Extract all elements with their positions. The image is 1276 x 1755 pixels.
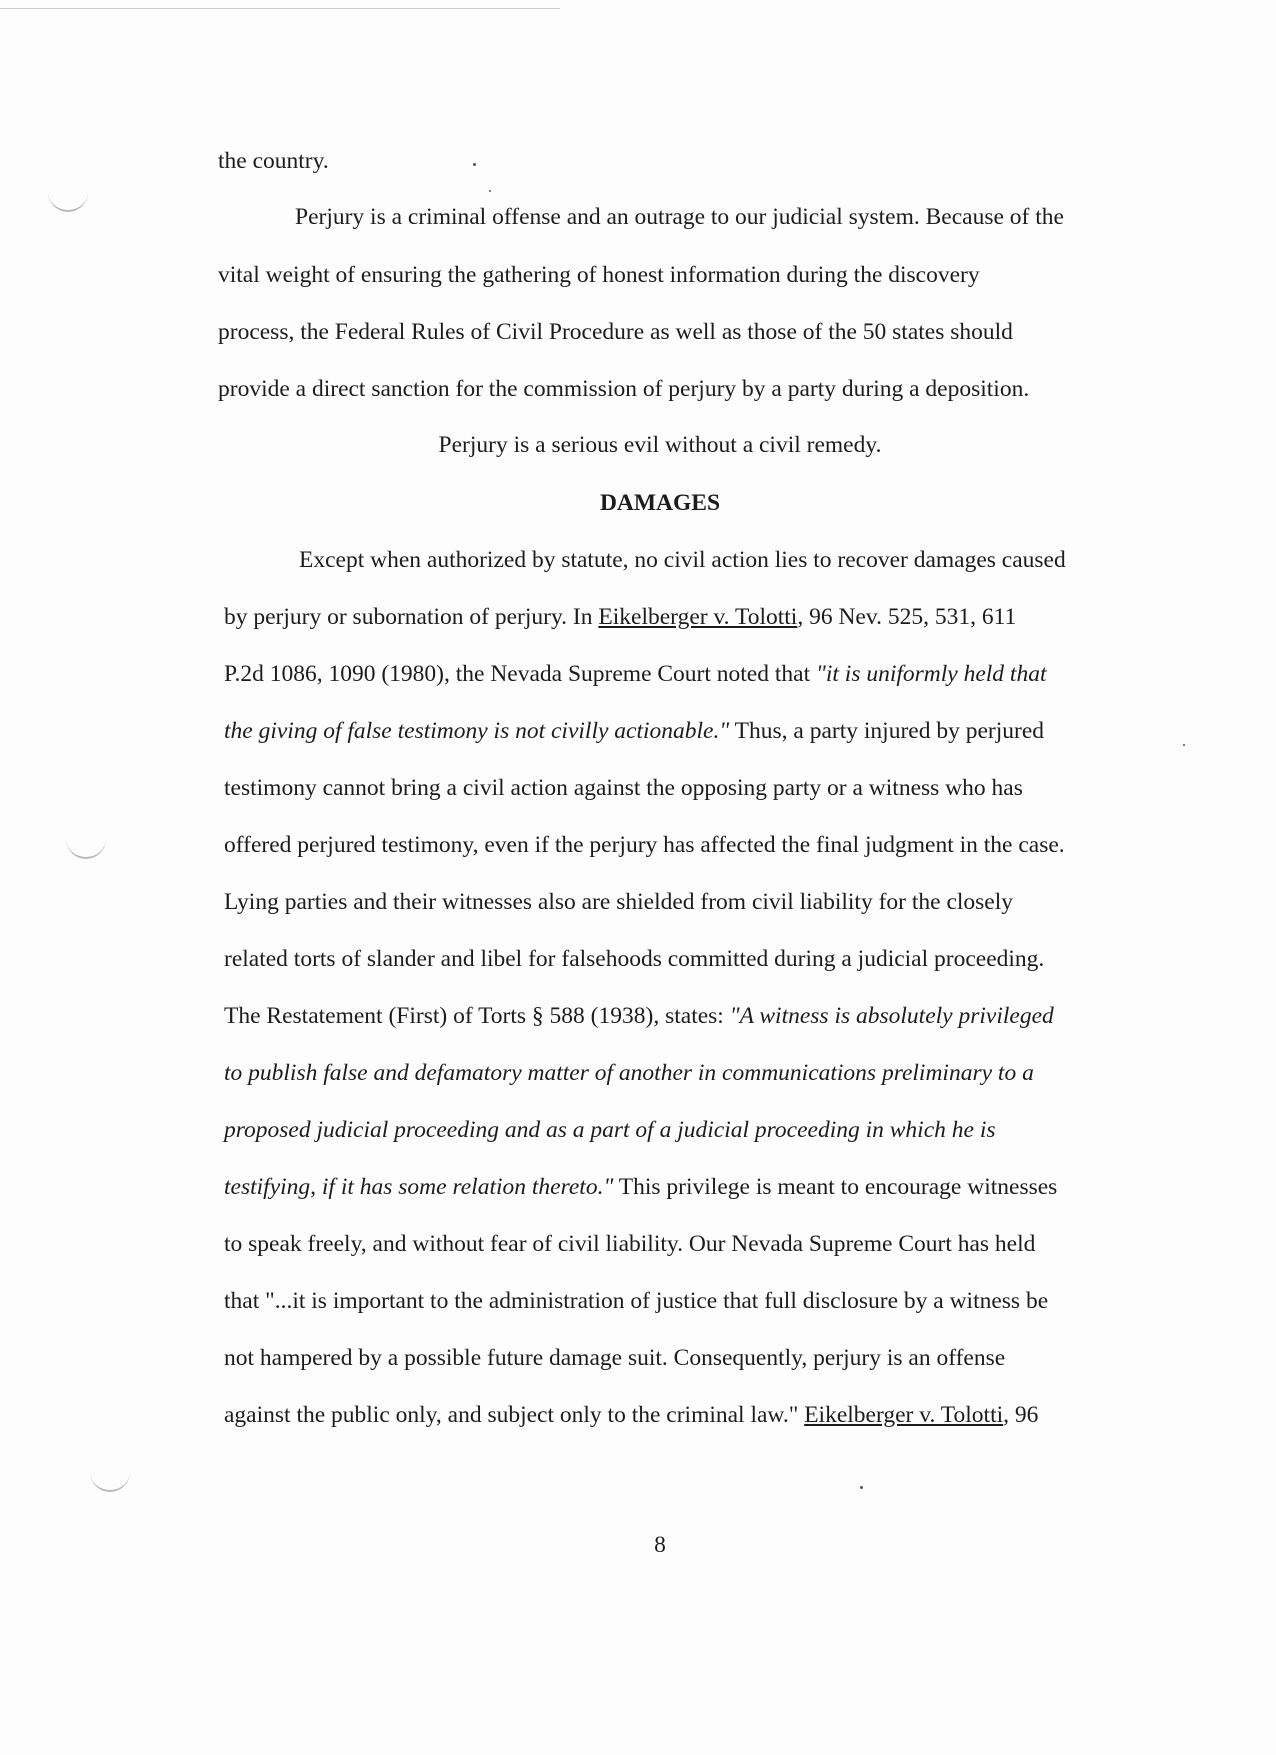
body-line: to speak freely, and without fear of civil liability. Our Nevada Supreme Court has held: [224, 1231, 1036, 1257]
text-segment: , 96: [1003, 1402, 1039, 1428]
case-citation: Eikelberger v. Tolotti: [804, 1402, 1004, 1428]
text-segment: Thus, a party injured by perjured: [729, 718, 1045, 744]
body-line: the country.: [218, 148, 329, 174]
text-segment: against the public only, and subject only to the criminal law.": [224, 1402, 805, 1428]
body-line: process, the Federal Rules of Civil Procedure as well as those of the 50 states should: [218, 319, 1013, 345]
text-segment: The Restatement (First) of Torts § 588 (1938), states:: [224, 1003, 730, 1029]
hole-punch-mark: [48, 188, 88, 212]
quoted-text: testifying, if it has some relation thereto.": [224, 1174, 614, 1200]
body-line: that "...it is important to the administration of justice that full disclosure by a witness be: [224, 1288, 1049, 1314]
body-line: [224, 660, 1047, 688]
page-number: 8: [654, 1532, 666, 1558]
scan-speck: [1183, 744, 1185, 746]
body-line: testimony cannot bring a civil action against the opposing party or a witness who has: [224, 775, 1023, 801]
quoted-text: "A witness is absolutely privileged: [729, 1003, 1054, 1029]
body-line: Lying parties and their witnesses also are shielded from civil liability for the closely: [224, 889, 1014, 915]
body-line: not hampered by a possible future damage suit. Consequently, perjury is an offense: [224, 1345, 1006, 1371]
text-segment: P.2d 1086, 1090 (1980), the Nevada Supreme Court noted that: [224, 661, 816, 687]
body-line: related torts of slander and libel for falsehoods committed during a judicial proceeding.: [224, 946, 1045, 972]
body-line: Except when authorized by statute, no civil action lies to recover damages caused: [299, 547, 1066, 573]
text-segment: , 96 Nev. 525, 531, 611: [797, 604, 1017, 630]
body-line: provide a direct sanction for the commission of perjury by a party during a deposition.: [218, 376, 1030, 402]
body-line: Perjury is a criminal offense and an outrage to our judicial system. Because of the: [295, 204, 1064, 230]
body-line: proposed judicial proceeding and as a part of a judicial proceeding in which he is: [224, 1117, 996, 1143]
section-heading-damages: DAMAGES: [599, 490, 721, 516]
body-line: [224, 603, 1016, 631]
scan-speck: [860, 1486, 863, 1489]
body-line: vital weight of ensuring the gathering of honest information during the discovery: [218, 262, 980, 288]
body-line: to publish false and defamatory matter of another in communications preliminary to a: [224, 1060, 1034, 1086]
body-line: [224, 1401, 1038, 1429]
hole-punch-mark: [90, 1468, 130, 1492]
scan-speck: [489, 190, 491, 192]
case-citation: Eikelberger v. Tolotti: [598, 604, 798, 630]
quoted-text: "it is uniformly held that: [815, 661, 1047, 687]
body-line: [224, 1002, 1054, 1030]
hole-punch-mark: [66, 835, 106, 859]
body-line: offered perjured testimony, even if the perjury has affected the final judgment in the case.: [224, 832, 1065, 858]
centered-statement: Perjury is a serious evil without a civil remedy.: [438, 432, 882, 458]
text-segment: by perjury or subornation of perjury. In: [224, 604, 599, 630]
quoted-text: the giving of false testimony is not civilly actionable.": [224, 718, 730, 744]
body-line: [224, 717, 1044, 745]
scan-edge-line: [0, 8, 560, 9]
body-line: [224, 1173, 1057, 1201]
scan-speck: [473, 163, 476, 166]
text-segment: This privilege is meant to encourage witnesses: [613, 1174, 1058, 1200]
